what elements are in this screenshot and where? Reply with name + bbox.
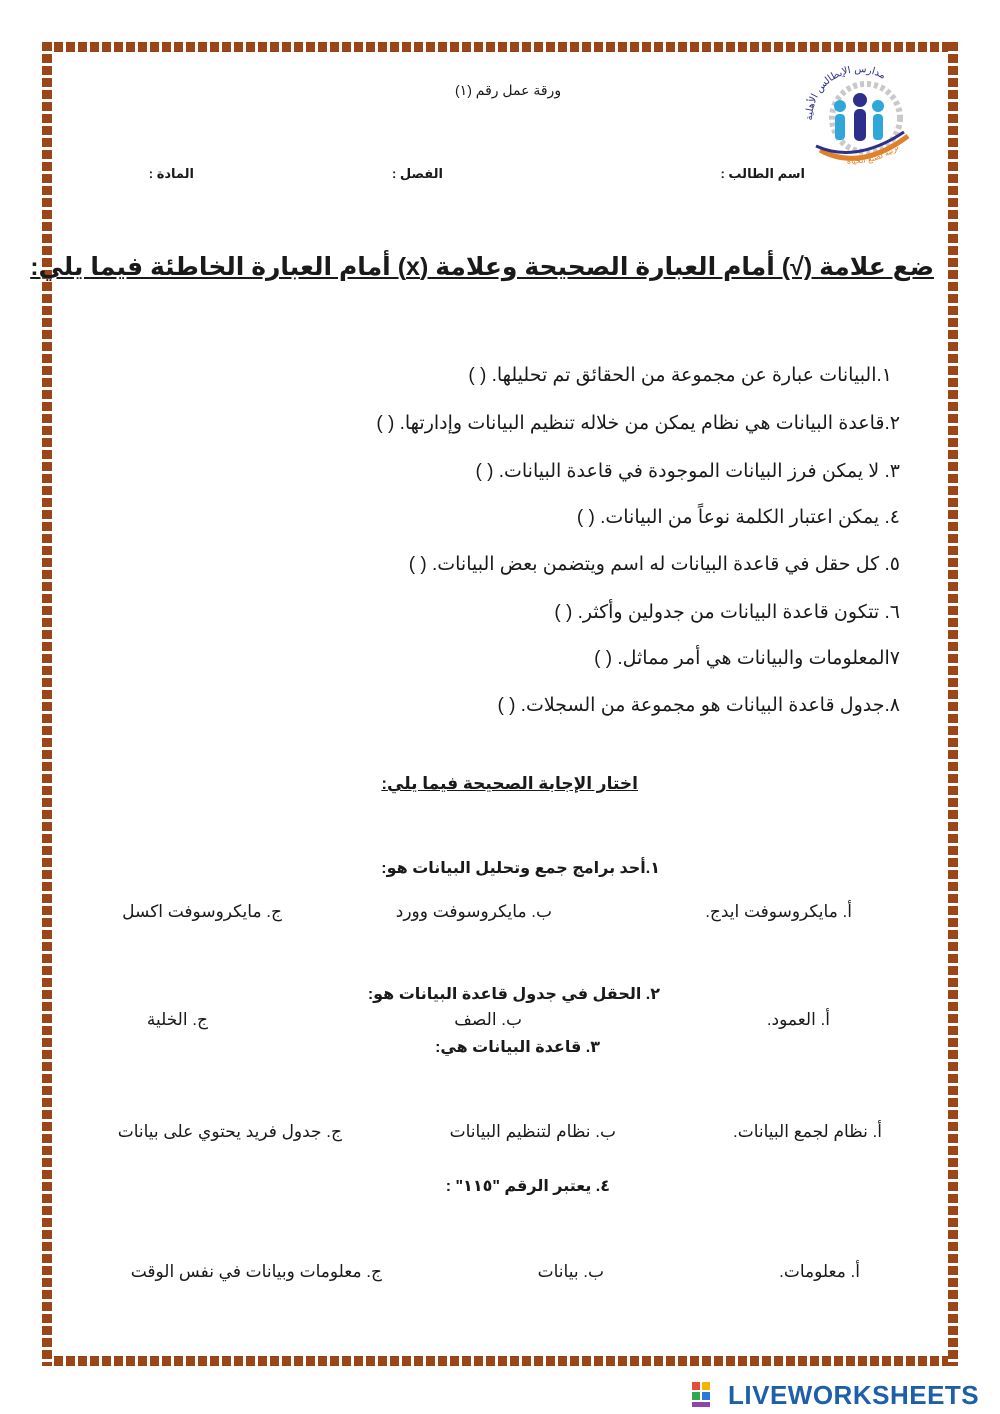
- school-name-text: مدارس الإبطالس الأهلية: [804, 66, 888, 121]
- tf-question-5: ٥. كل حقل في قاعدة البيانات له اسم ويتضمن بعض البيانات. ( ): [408, 554, 900, 575]
- liveworksheets-icon: [692, 1382, 722, 1408]
- mcq-3-option-b: ب. نظام لتنظيم البيانات: [449, 1122, 616, 1141]
- student-name-label: اسم الطالب :: [720, 166, 805, 181]
- mcq-2-option-a: أ. العمود.: [766, 1010, 830, 1029]
- tf-question-8: ٨.جدول قاعدة البيانات هو مجموعة من السجلات. ( ): [497, 695, 900, 716]
- tf-question-4: ٤. يمكن اعتبار الكلمة نوعاً من البيانات. ( ): [576, 507, 900, 528]
- mcq-2-option-b: ب. الصف: [454, 1010, 522, 1029]
- subject-label: المادة :: [148, 166, 194, 181]
- page-border-left: [42, 42, 52, 1366]
- mcq-question-4: ٤. يعتبر الرقم "١١٥" :: [445, 1178, 610, 1195]
- school-logo: [800, 66, 916, 170]
- tf-question-1: ١.البيانات عبارة عن مجموعة من الحقائق تم تحليلها. ( ): [468, 365, 892, 386]
- mcq-question-3: ٣. قاعدة البيانات هي:: [435, 1039, 600, 1056]
- page-border-top: [42, 42, 958, 52]
- worksheet-number: ورقة عمل رقم (١): [455, 82, 562, 98]
- mcq-instruction: اختار الإجابة الصحيحة فيما يلي:: [381, 774, 638, 793]
- mcq-4-option-c: ج. معلومات وبيانات في نفس الوقت: [130, 1262, 382, 1281]
- school-slogan-text: تربية لصنع الحياة: [846, 142, 901, 166]
- class-label: الفصل :: [391, 166, 443, 181]
- tf-question-6: ٦. تتكون قاعدة البيانات من جدولين وأكثر. ( ): [554, 602, 900, 623]
- mcq-2-option-c: ج. الخلية: [146, 1010, 208, 1029]
- tf-question-2: ٢.قاعدة البيانات هي نظام يمكن من خلاله تنظيم البيانات وإدارتها. ( ): [376, 413, 900, 434]
- liveworksheets-logo[interactable]: LIVEWORKSHEETS: [728, 1380, 980, 1410]
- mcq-3-option-c: ج. جدول فريد يحتوي على بيانات: [117, 1122, 342, 1141]
- mcq-question-1: ١.أحد برامج جمع وتحليل البيانات هو:: [381, 860, 660, 877]
- mcq-4-option-b: ب. بيانات: [537, 1262, 604, 1281]
- true-false-instruction: ضع علامة (√) أمام العبارة الصحيحة وعلامة (x) أمام العبارة الخاطئة فيما يلي:: [30, 253, 934, 281]
- mcq-4-option-a: أ. معلومات.: [779, 1262, 860, 1281]
- tf-question-7: ٧المعلومات والبيانات هي أمر مماثل. ( ): [594, 648, 900, 669]
- mcq-1-option-a: أ. مايكروسوفت ايدج.: [705, 902, 852, 921]
- page-border-bottom: [42, 1356, 958, 1366]
- mcq-1-option-c: ج. مايكروسوفت اكسل: [122, 902, 282, 921]
- page-border-right: [948, 42, 958, 1366]
- mcq-question-2: ٢. الحقل في جدول قاعدة البيانات هو:: [367, 986, 660, 1003]
- mcq-3-option-a: أ. نظام لجمع البيانات.: [732, 1122, 882, 1141]
- tf-question-3: ٣. لا يمكن فرز البيانات الموجودة في قاعدة البيانات. ( ): [475, 461, 900, 482]
- mcq-1-option-b: ب. مايكروسوفت وورد: [395, 902, 552, 921]
